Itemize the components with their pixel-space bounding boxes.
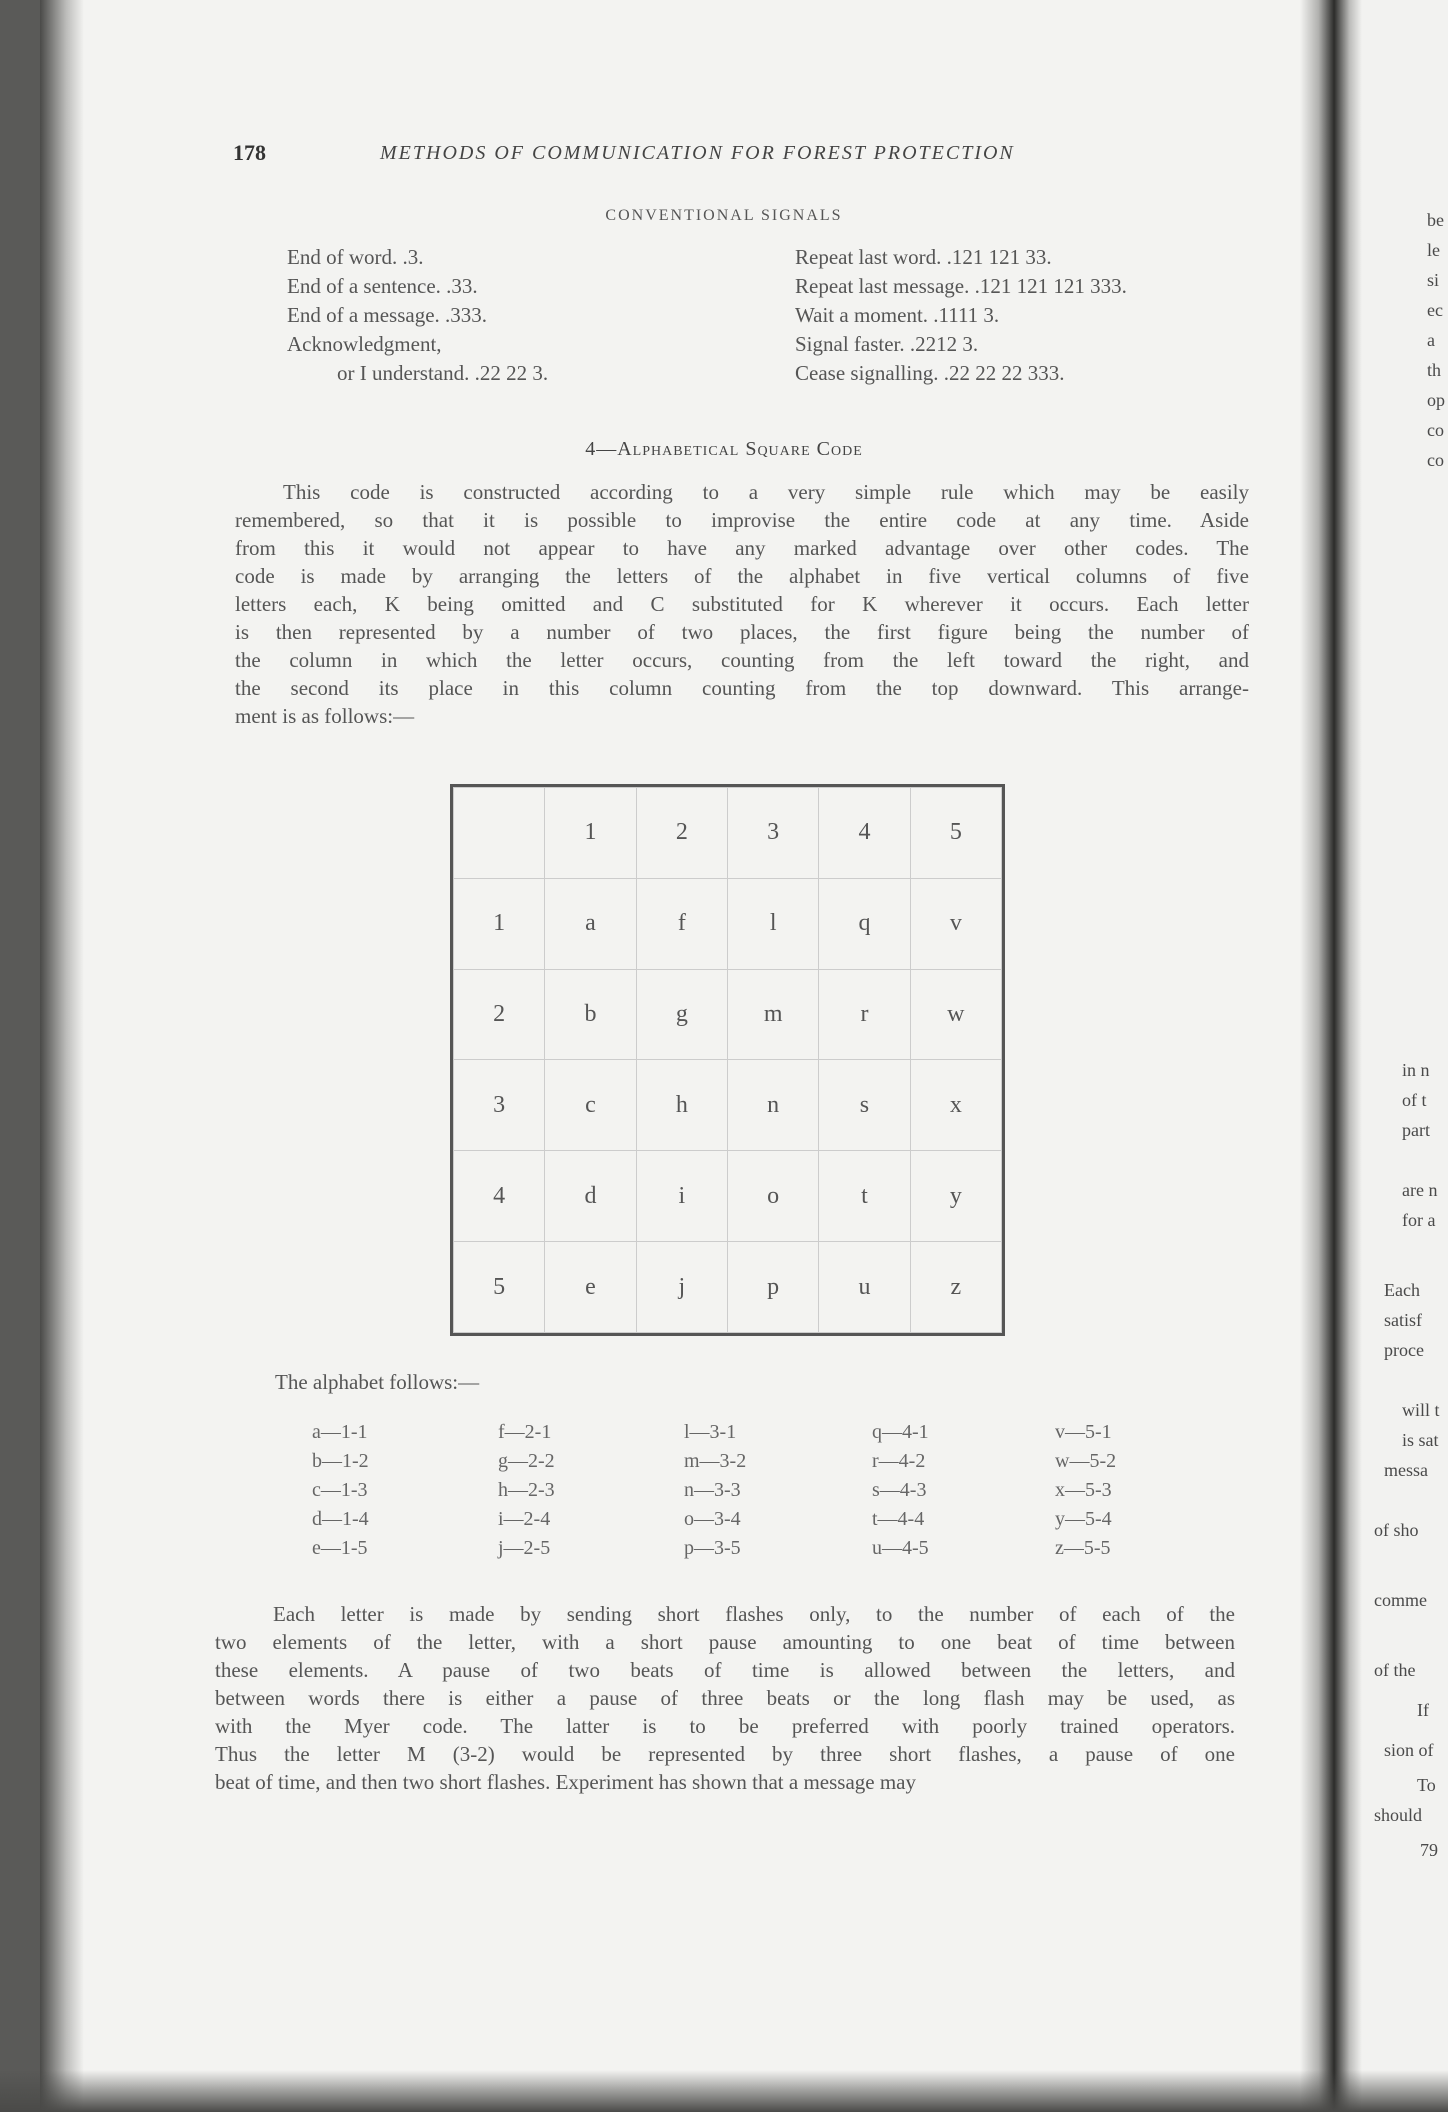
letter-cell: o xyxy=(727,1151,818,1242)
alphabet-entry: j—2-5 xyxy=(498,1537,551,1559)
alphabet-entry: g—2-2 xyxy=(498,1450,555,1472)
alphabet-entry: n—3-3 xyxy=(684,1479,741,1501)
signal-entry: Signal faster. .2212 3. xyxy=(795,332,979,356)
closing-paragraph xyxy=(215,1600,1235,1796)
paragraph-line: with the Myer code. The latter is to be preferred with poorly trained operators. xyxy=(215,1714,1235,1738)
adjacent-page-fragment: should xyxy=(1374,1805,1423,1825)
alphabet-column xyxy=(684,1418,746,1563)
adjacent-page-fragment: co xyxy=(1427,420,1444,440)
row-number-cell: 4 xyxy=(454,1151,545,1242)
table-row xyxy=(454,878,1002,969)
adjacent-page-fragment: will t xyxy=(1402,1400,1440,1420)
running-head: METHODS OF COMMUNICATION FOR FOREST PROTECTION xyxy=(380,142,1015,164)
table-row xyxy=(454,969,1002,1060)
alphabet-entry: y—5-4 xyxy=(1055,1508,1112,1530)
adjacent-page-fragment: If xyxy=(1417,1700,1429,1720)
column-number-cell xyxy=(454,788,545,879)
paragraph-line: beat of time, and then two short flashes. Experiment has shown that a message may xyxy=(215,1770,916,1794)
column-number-cell: 2 xyxy=(636,788,727,879)
signal-entry: Cease signalling. .22 22 22 333. xyxy=(795,361,1065,385)
paragraph-line: the column in which the letter occurs, counting from the left toward the right, and xyxy=(235,648,1249,672)
paragraph-line: between words there is either a pause of three beats or the long flash may be used, as xyxy=(215,1686,1235,1710)
adjacent-page-fragment: sion of xyxy=(1384,1740,1434,1760)
signal-entry: or I understand. .22 22 3. xyxy=(337,361,549,385)
table-row xyxy=(454,1151,1002,1242)
column-number-cell: 3 xyxy=(727,788,818,879)
adjacent-page-fragment: 79 xyxy=(1420,1840,1438,1860)
letter-cell: f xyxy=(636,878,727,969)
alphabet-entry: q—4-1 xyxy=(872,1421,929,1443)
signals-right-column xyxy=(795,243,1127,388)
alphabet-entry: f—2-1 xyxy=(498,1421,552,1443)
letter-cell: c xyxy=(545,1060,636,1151)
adjacent-page-fragment: of the xyxy=(1374,1660,1416,1680)
row-number-cell: 5 xyxy=(454,1242,545,1333)
letter-cell: e xyxy=(545,1242,636,1333)
paragraph-line: ment is as follows:— xyxy=(235,704,415,728)
adjacent-page-fragment: co xyxy=(1427,450,1444,470)
alphabet-entry: d—1-4 xyxy=(312,1508,369,1530)
adjacent-page-fragment: comme xyxy=(1374,1590,1427,1610)
row-number-cell: 2 xyxy=(454,969,545,1060)
table-row xyxy=(454,1060,1002,1151)
section-heading: 4—Alphabetical Square Code xyxy=(585,438,863,460)
letter-cell: u xyxy=(819,1242,910,1333)
page-edge-shadow xyxy=(40,0,84,2112)
column-number-cell: 1 xyxy=(545,788,636,879)
signal-entry: End of a sentence. .33. xyxy=(287,274,478,298)
letter-cell: r xyxy=(819,969,910,1060)
alphabet-entry: u—4-5 xyxy=(872,1537,929,1559)
alphabet-entry: e—1-5 xyxy=(312,1537,368,1559)
row-number-cell: 3 xyxy=(454,1060,545,1151)
adjacent-page-fragment: for a xyxy=(1402,1210,1436,1230)
column-number-cell: 4 xyxy=(819,788,910,879)
paragraph-line: from this it would not appear to have any marked advantage over other codes. The xyxy=(235,536,1249,560)
signal-entry: Repeat last word. .121 121 33. xyxy=(795,245,1052,269)
letter-cell: g xyxy=(636,969,727,1060)
paragraph-line: Each letter is made by sending short flashes only, to the number of each of the xyxy=(273,1602,1235,1626)
alphabet-entry: l—3-1 xyxy=(684,1421,737,1443)
adjacent-page xyxy=(1362,0,1448,2112)
row-number-cell: 1 xyxy=(454,878,545,969)
letter-cell: d xyxy=(545,1151,636,1242)
letter-cell: p xyxy=(727,1242,818,1333)
signal-entry: Acknowledgment, xyxy=(287,332,442,356)
book-gutter xyxy=(1300,0,1362,2112)
paragraph-line: letters each, K being omitted and C substituted for K wherever it occurs. Each letter xyxy=(235,592,1249,616)
alphabet-intro: The alphabet follows:— xyxy=(275,1370,480,1394)
alphabet-entry: m—3-2 xyxy=(684,1450,747,1472)
table-row xyxy=(454,1242,1002,1333)
alphabet-entry: c—1-3 xyxy=(312,1479,368,1501)
alphabet-entry: i—2-4 xyxy=(498,1508,551,1530)
alphabet-entry: a—1-1 xyxy=(312,1421,368,1443)
letter-cell: n xyxy=(727,1060,818,1151)
page-number: 178 xyxy=(233,140,266,165)
adjacent-page-fragment: th xyxy=(1427,360,1442,380)
adjacent-page-fragment: of t xyxy=(1402,1090,1427,1110)
alphabet-entry: b—1-2 xyxy=(312,1450,369,1472)
table-header-row xyxy=(454,788,1002,879)
paragraph-line: these elements. A pause of two beats of time is allowed between the letters, and xyxy=(215,1658,1235,1682)
intro-paragraph xyxy=(235,478,1249,730)
signal-entry: End of word. .3. xyxy=(287,245,424,269)
letter-cell: i xyxy=(636,1151,727,1242)
adjacent-page-fragment: is sat xyxy=(1402,1430,1439,1450)
adjacent-page-fragment: To xyxy=(1417,1775,1436,1795)
column-number-cell: 5 xyxy=(910,788,1001,879)
paragraph-line: code is made by arranging the letters of the alphabet in five vertical columns of five xyxy=(235,564,1249,588)
letter-cell: m xyxy=(727,969,818,1060)
signal-entry: Repeat last message. .121 121 121 333. xyxy=(795,274,1127,298)
letter-cell: l xyxy=(727,878,818,969)
conventional-signals-title: CONVENTIONAL SIGNALS xyxy=(605,207,843,224)
page-header xyxy=(0,140,1448,170)
alphabet-entry: o—3-4 xyxy=(684,1508,741,1530)
bottom-shadow xyxy=(0,2070,1448,2112)
adjacent-page-fragment: le xyxy=(1427,240,1440,260)
adjacent-page-fragment: messa xyxy=(1384,1460,1428,1480)
adjacent-page-fragment: are n xyxy=(1402,1180,1438,1200)
letter-cell: v xyxy=(910,878,1001,969)
letter-cell: z xyxy=(910,1242,1001,1333)
alphabet-entry: h—2-3 xyxy=(498,1479,555,1501)
adjacent-page-fragment: be xyxy=(1427,210,1444,230)
adjacent-page-fragment: in n xyxy=(1402,1060,1430,1080)
alphabet-entry: r—4-2 xyxy=(872,1450,926,1472)
adjacent-page-fragment: of sho xyxy=(1374,1520,1419,1540)
paragraph-line: This code is constructed according to a very simple rule which may be easily xyxy=(283,480,1249,504)
letter-cell: q xyxy=(819,878,910,969)
adjacent-page-fragment: op xyxy=(1427,390,1445,410)
paragraph-line: the second its place in this column counting from the top downward. This arrange- xyxy=(235,676,1249,700)
alphabet-column xyxy=(498,1418,555,1563)
alphabetical-square-table xyxy=(450,784,1005,1336)
alphabet-column xyxy=(312,1418,369,1563)
adjacent-page-fragment: ec xyxy=(1427,300,1443,320)
signal-entry: End of a message. .333. xyxy=(287,303,488,327)
letter-cell: j xyxy=(636,1242,727,1333)
alphabet-column xyxy=(1055,1418,1116,1563)
alphabet-entry: p—3-5 xyxy=(684,1537,741,1559)
adjacent-page-fragment: part xyxy=(1402,1120,1430,1140)
adjacent-page-fragment: si xyxy=(1427,270,1440,290)
alphabet-entry: v—5-1 xyxy=(1055,1421,1112,1443)
adjacent-page-fragment: satisf xyxy=(1384,1310,1422,1330)
alphabet-entry: t—4-4 xyxy=(872,1508,925,1530)
adjacent-page-fragment: proce xyxy=(1384,1340,1424,1360)
alphabet-entry: z—5-5 xyxy=(1055,1537,1111,1559)
letter-cell: a xyxy=(545,878,636,969)
letter-cell: x xyxy=(910,1060,1001,1151)
paragraph-line: two elements of the letter, with a short pause amounting to one beat of time between xyxy=(215,1630,1235,1654)
alphabet-entry: s—4-3 xyxy=(872,1479,927,1501)
alphabet-entry: w—5-2 xyxy=(1055,1450,1117,1472)
letter-cell: w xyxy=(910,969,1001,1060)
alphabet-entry: x—5-3 xyxy=(1055,1479,1112,1501)
adjacent-page-fragment: a xyxy=(1427,330,1435,350)
letter-cell: b xyxy=(545,969,636,1060)
letter-cell: y xyxy=(910,1151,1001,1242)
paragraph-line: remembered, so that it is possible to improvise the entire code at any time. Aside xyxy=(235,508,1249,532)
signals-left-column xyxy=(287,243,548,388)
paragraph-line: Thus the letter M (3-2) would be represented by three short flashes, a pause of one xyxy=(215,1742,1235,1766)
letter-cell: s xyxy=(819,1060,910,1151)
letter-cell: h xyxy=(636,1060,727,1151)
alphabet-column xyxy=(872,1418,929,1563)
paragraph-line: is then represented by a number of two places, the first figure being the number of xyxy=(235,620,1249,644)
signal-entry: Wait a moment. .1111 3. xyxy=(795,303,1000,327)
adjacent-page-fragment: Each xyxy=(1384,1280,1420,1300)
letter-cell: t xyxy=(819,1151,910,1242)
